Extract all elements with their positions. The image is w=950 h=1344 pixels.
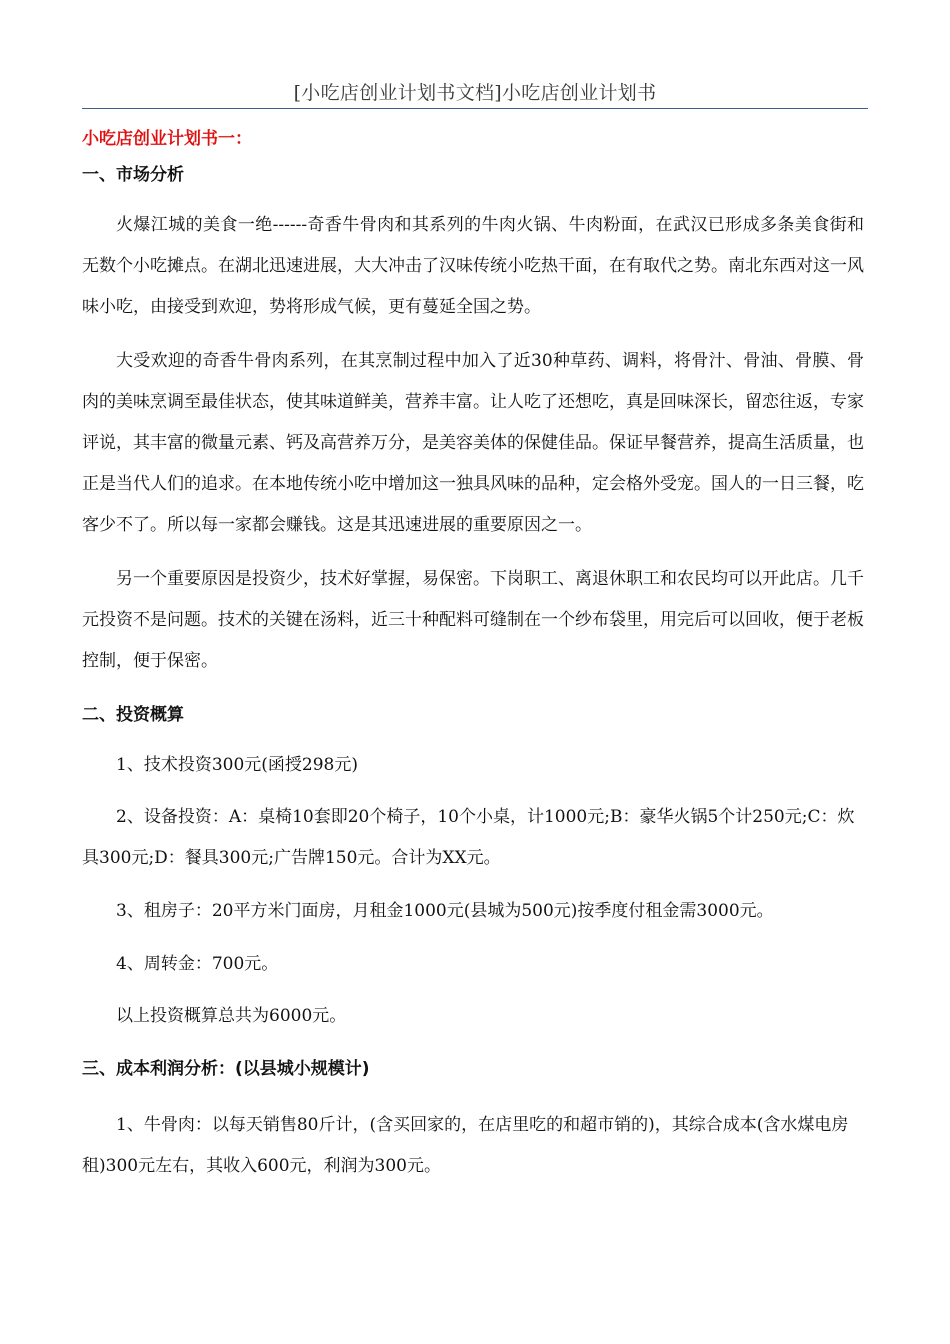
list-item: 1、技术投资300元(函授298元) [116,755,358,775]
section-heading-investment-budget: 二、投资概算 [82,705,184,725]
page-header-title: [小吃店创业计划书文档]小吃店创业计划书 [293,82,657,104]
paragraph: 火爆江城的美食一绝------奇香牛骨肉和其系列的牛肉火锅、牛肉粉面，在武汉已形成多条美食街和无数个小吃摊点。在湖北迅速进展，大大冲击了汉味传统小吃热干面，在有取代之势。南北东西对这一风味小吃，由接受到欢迎，势将形成气候，更有蔓延全国之势。 [82,215,864,317]
header-divider [82,108,868,109]
document-title: 小吃店创业计划书一： [82,129,252,149]
list-item: 3、租房子：20平方米门面房，月租金1000元(县城为500元)按季度付租金需3000元。 [116,901,774,921]
list-item: 4、周转金：700元。 [116,954,279,974]
list-item: 以上投资概算总共为6000元。 [116,1006,347,1026]
list-item: 2、设备投资：A：桌椅10套即20个椅子，10个小桌，计1000元;B：豪华火锅5个计250元;C：炊具300元;D：餐具300元;广告牌150元。合计为XX元。 [82,807,855,868]
section-heading-market-analysis: 一、市场分析 [82,165,184,185]
paragraph: 另一个重要原因是投资少，技术好掌握，易保密。下岗职工、离退休职工和农民均可以开此店。几千元投资不是问题。技术的关键在汤料，近三十种配料可缝制在一个纱布袋里，用完后可以回收，便于老板控制，便于保密。 [82,569,864,671]
section-heading-cost-profit: 三、成本利润分析：(以县城小规模计) [82,1059,370,1079]
list-item: 1、牛骨肉：以每天销售80斤计，(含买回家的，在店里吃的和超市销的)，其综合成本(含水煤电房租)300元左右，其收入600元，利润为300元。 [82,1115,849,1176]
paragraph: 大受欢迎的奇香牛骨肉系列，在其烹制过程中加入了近30种草药、调料，将骨汁、骨油、骨膜、骨肉的美味烹调至最佳状态，使其味道鲜美，营养丰富。让人吃了还想吃，真是回味深长，留恋往返，专家评说，其丰富的微量元素、钙及高营养万分，是美容美体的保健佳品。保证早餐营养，提高生活质量，也正是当代人们的追求。在本地传统小吃中增加这一独具风味的品种，定会格外受宠。国人的一日三餐，吃客少不了。所以每一家都会赚钱。这是其迅速进展的重要原因之一。 [82,351,864,535]
